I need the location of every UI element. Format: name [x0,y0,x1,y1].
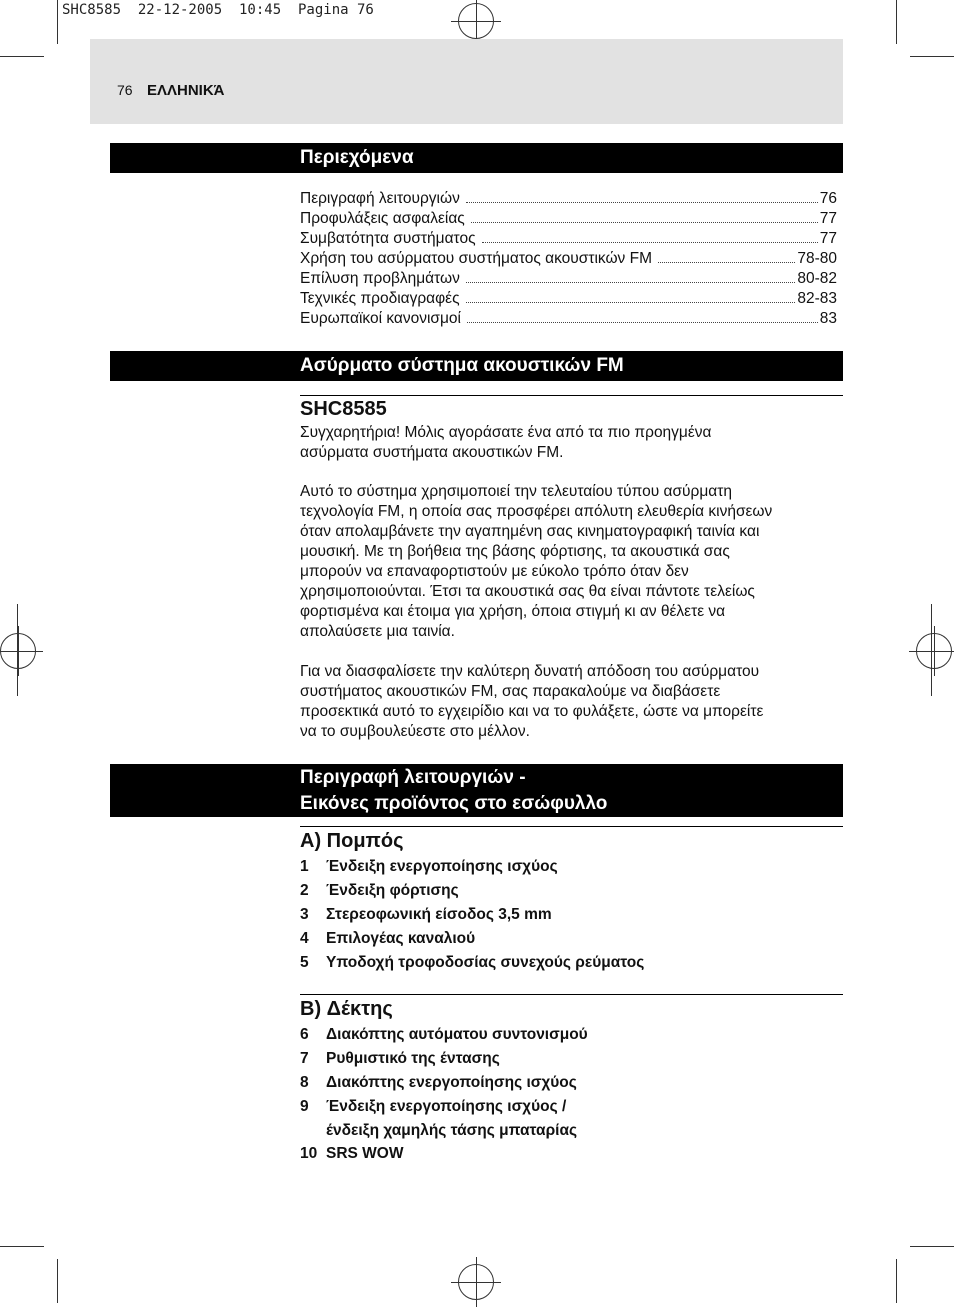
toc-leader [466,270,795,283]
toc-page: 78-80 [797,250,837,267]
item-number: 4 [300,930,309,947]
item-number: 2 [300,882,309,899]
toc-leader [658,250,795,263]
page-number: 76 [117,82,133,98]
item-text: Επιλογέας καναλιού [326,930,476,947]
crop-mark [896,1259,897,1303]
item-text: Ένδειξη ενεργοποίησης ισχύος [326,858,558,875]
section-title-text: Περιγραφή λειτουργιών - [300,767,526,788]
toc-page: 77 [819,210,837,227]
toc-leader [482,230,818,243]
item-number: 9 [300,1098,309,1115]
divider [300,994,843,995]
toc-item [300,249,837,269]
list-item [300,1071,843,1095]
transmitter-heading: A) Πομπός [300,830,404,852]
toc-leader [466,290,796,303]
text-line: Συγχαρητήρια! Μόλις αγοράσατε ένα από τα πιο προηγμένα [300,424,712,441]
toc-page: 82-83 [797,290,837,307]
list-item [300,1119,843,1143]
item-number: 3 [300,906,309,923]
item-number: 5 [300,954,309,971]
model-heading: SHC8585 [300,398,387,420]
divider [300,395,843,396]
list-item [300,1142,843,1166]
item-text: Ρυθμιστικό της έντασης [326,1050,500,1067]
item-text: Ένδειξη ενεργοποίησης ισχύος / [326,1098,567,1115]
text-line: να το συμβουλεύεστε στο μέλλον. [300,723,530,740]
list-item [300,855,843,879]
transmitter-parts-list [300,855,843,975]
crop-mark [57,0,58,44]
text-line: ασύρματα συστήματα ακουστικών FM. [300,444,564,461]
registration-mark-icon [458,3,494,39]
intro-paragraph [300,662,845,742]
print-slug: SHC8585 22-12-2005 10:45 Pagina 76 [62,2,374,18]
section-title-text: Περιεχόμενα [300,147,414,168]
toc-label: Χρήση του ασύρματου συστήματος ακουστικών FM [300,250,652,267]
crop-mark [0,1246,44,1247]
receiver-heading: B) Δέκτης [300,998,393,1020]
toc-leader [467,310,818,323]
toc-page: 77 [819,230,837,247]
registration-mark-icon [458,1264,494,1300]
toc-label: Προφυλάξεις ασφαλείας [300,210,465,227]
crop-mark [0,56,44,57]
item-number: 6 [300,1026,309,1043]
list-item [300,927,843,951]
text-line: φορτισμένα και έτοιμα για χρήση, όποια στιγμή κι αν θέλετε να [300,603,726,620]
registration-mark-icon [916,633,952,669]
section-title-text: Εικόνες προϊόντος στο εσώφυλλο [300,793,608,814]
text-line: προσεκτικά αυτό το εγχειρίδιο και να το φυλάξετε, ώστε να μπορείτε [300,703,764,720]
item-number: 1 [300,858,309,875]
item-text: ένδειξη χαμηλής τάσης μπαταρίας [326,1122,578,1139]
item-text: Υποδοχή τροφοδοσίας συνεχούς ρεύματος [326,954,645,971]
item-number: 10 [300,1145,318,1162]
toc-item [300,229,837,249]
crop-mark [910,56,954,57]
toc-item [300,189,837,209]
toc-label: Περιγραφή λειτουργιών [300,190,460,207]
toc-item [300,209,837,229]
text-line: Αυτό το σύστημα χρησιμοποιεί την τελευταίου τύπου ασύρματη [300,483,732,500]
divider [300,826,843,827]
list-item [300,903,843,927]
list-item [300,1095,843,1119]
text-line: Για να διασφαλίσετε την καλύτερη δυνατή απόδοση του ασύρματου [300,663,760,680]
item-text: Στερεοφωνική είσοδος 3,5 mm [326,906,552,923]
item-text: Διακόπτης αυτόματου συντονισμού [326,1026,588,1043]
toc-label: Επίλυση προβλημάτων [300,270,460,287]
section-title-contents [110,143,843,173]
toc-label: Ευρωπαϊκοί κανονισμοί [300,310,461,327]
list-item [300,1047,843,1071]
toc-page: 76 [819,190,837,207]
crop-mark [896,0,897,44]
item-text: SRS WOW [326,1145,404,1162]
text-line: όταν απολαμβάνετε την αγαπημένη σας κινηματογραφική ταινία και [300,523,760,540]
crop-mark [910,1246,954,1247]
item-text: Ένδειξη φόρτισης [326,882,459,899]
text-line: μπορούν να επαναφορτιστούν με εύκολο τρόπο όταν δεν [300,563,689,580]
text-line: μουσική. Με τη βοήθεια της βάσης φόρτισης, τα ακουστικά σας [300,543,730,560]
toc-leader [466,190,818,203]
registration-mark-icon [0,633,36,669]
toc-page: 80-82 [797,270,837,287]
receiver-parts-list [300,1023,843,1166]
item-number: 7 [300,1050,309,1067]
text-line: συστήματος ακουστικών FM, σας παρακαλούμε να διαβάσετε [300,683,721,700]
toc-item [300,289,837,309]
toc-label: Συμβατότητα συστήματος [300,230,476,247]
list-item [300,1023,843,1047]
section-title-text: Ασύρματο σύστημα ακουστικών FM [300,355,624,376]
text-line: τεχνολογία FM, η οποία σας προσφέρει απόλυτη ελευθερία κινήσεων [300,503,773,520]
toc-leader [471,210,818,223]
toc-label: Τεχνικές προδιαγραφές [300,290,460,307]
item-number: 8 [300,1074,309,1091]
list-item [300,879,843,903]
toc-item [300,309,837,329]
intro-paragraph [300,423,845,463]
crop-mark [57,1259,58,1303]
toc-item [300,269,837,289]
intro-paragraph [300,482,845,642]
text-line: χρησιμοποιούνται. Έτσι τα ακουστικά σας θα είναι πάντοτε τελείως [300,583,755,600]
table-of-contents [300,189,837,329]
toc-page: 83 [819,310,837,327]
list-item [300,951,843,975]
section-title-intro [110,351,843,381]
text-line: απολαύσετε μια ταινία. [300,623,455,640]
language-label: ΕΛΛΗΝΙΚΆ [147,82,225,99]
item-text: Διακόπτης ενεργοποίησης ισχύος [326,1074,577,1091]
item-number [300,1119,326,1143]
section-title-description [110,764,843,817]
